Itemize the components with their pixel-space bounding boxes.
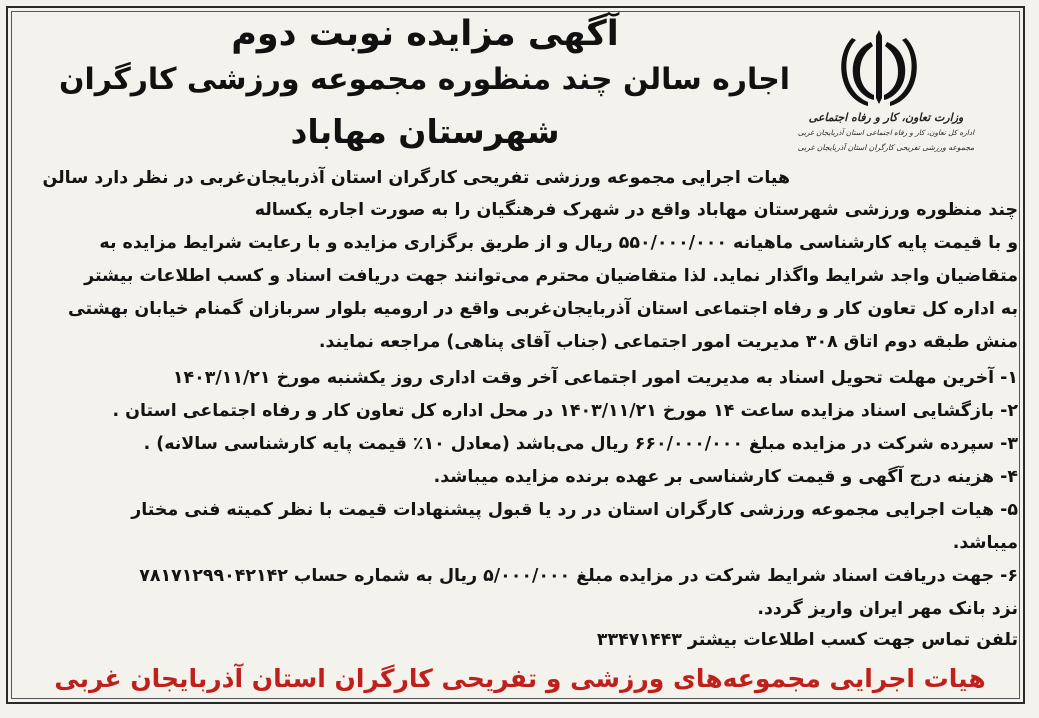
footer-signature: هیات اجرایی مجموعه‌های ورزشی و تفریحی کارگران استان آذربایجان غربی — [54, 664, 986, 693]
body-line: و با قیمت پایه کارشناسی ماهیانه ۵۵۰/۰۰۰/۰۰۰ ریال و از طریق برگزاری مزایده و با رعایت شرایط مزایده به — [99, 233, 1018, 253]
notice-title: آگهی مزایده نوبت دوم — [231, 14, 619, 54]
list-item-continuation: میباشد. — [952, 533, 1018, 553]
list-item: ۴- هزینه درج آگهی و قیمت کارشناسی بر عهده برنده مزایده میباشد. — [433, 467, 1018, 487]
contact-phone: تلفن تماس جهت کسب اطلاعات بیشتر ۳۳۴۷۱۴۴۳ — [596, 630, 1018, 650]
body-line: چند منظوره ورزشی شهرستان مهاباد واقع در شهرک فرهنگیان را به صورت اجاره یکساله — [254, 200, 1018, 220]
iran-emblem-logo — [838, 28, 920, 108]
list-item: ۵- هیات اجرایی مجموعه ورزشی کارگران استان در رد یا قبول پیشنهادات قیمت با نظر کمیته فنی مختار — [131, 500, 1018, 520]
list-item: ۲- بازگشایی اسناد مزایده ساعت ۱۴ مورخ ۱۴۰۳/۱۱/۲۱ در محل اداره کل تعاون کار و رفاه اجتماعی استان . — [112, 401, 1018, 421]
body-line: متقاضیان واجد شرایط واگذار نماید. لذا متقاضیان محترم می‌توانند جهت دریافت اسناد و کسب اطلاعات بیشتر — [84, 266, 1018, 286]
list-item: ۶- جهت دریافت اسناد شرایط شرکت در مزایده مبلغ ۵/۰۰۰/۰۰۰ ریال به شماره حساب ۷۸۱۷۱۲۹۹۰۴۲۱۴۲ — [139, 566, 1018, 586]
list-item: ۱- آخرین مهلت تحویل اسناد به مدیریت امور اجتماعی آخر وقت اداری روز یکشنبه مورخ ۱۴۰۳/۱۱/۲۱ — [172, 368, 1018, 388]
body-line: هیات اجرایی مجموعه ورزشی تفریحی کارگران استان آذربایجان‌غربی در نظر دارد سالن — [42, 168, 790, 188]
notice-subtitle: اجاره سالن چند منظوره مجموعه ورزشی کارگران — [58, 62, 790, 97]
body-line: به اداره کل تعاون کار و رفاه اجتماعی استان آذربایجان‌غربی واقع در ارومیه بلوار سربازان گمنام خیابان بهشتی — [67, 299, 1018, 319]
notice-city: شهرستان مهاباد — [290, 112, 560, 151]
ministry-name: وزارت تعاون، کار و رفاه اجتماعی — [808, 111, 964, 124]
list-item-continuation: نزد بانک مهر ایران واریز گردد. — [757, 599, 1018, 619]
body-line: منش طبقه دوم اتاق ۳۰۸ مدیریت امور اجتماعی (جناب آقای پناهی) مراجعه نمایند. — [318, 332, 1018, 352]
list-item: ۳- سپرده شرکت در مزایده مبلغ ۶۶۰/۰۰۰/۰۰۰ ریال می‌باشد (معادل ۱۰٪ قیمت پایه کارشناسی سالانه) . — [143, 434, 1018, 454]
ministry-letterhead — [796, 110, 976, 155]
department-name: اداره کل تعاون، کار و رفاه اجتماعی استان آذربایجان غربی — [797, 128, 975, 137]
complex-name: مجموعه ورزشی تفریحی کارگران استان آذربایجان غربی — [797, 143, 975, 152]
